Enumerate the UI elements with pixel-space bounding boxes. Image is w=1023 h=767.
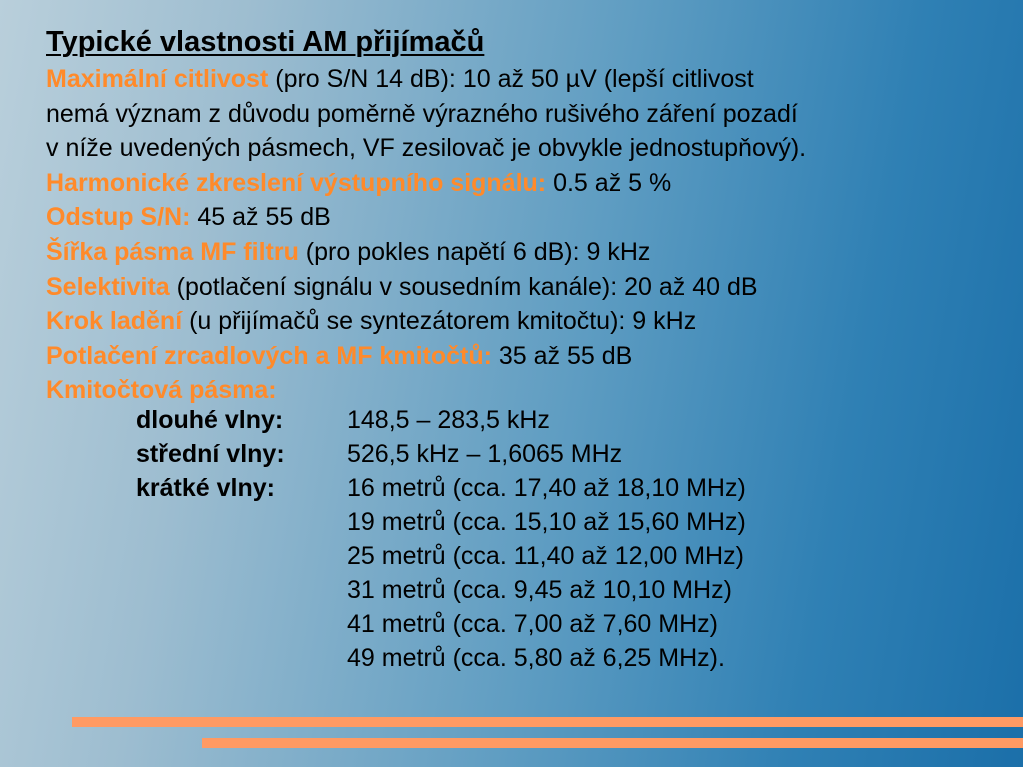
band-value: 25 metrů (cca. 11,40 až 12,00 MHz) [347,542,744,570]
property-label: Maximální citlivost [46,65,269,93]
property-label: Potlačení zrcadlových a MF kmitočtů: [46,341,492,370]
band-value: 148,5 – 283,5 kHz [347,406,550,434]
band-values [347,471,746,675]
property-line [46,62,1006,97]
frequency-bands-table [136,403,746,675]
property-label: Selektivita [46,272,170,301]
property-line [46,131,1006,166]
property-value: (u přijímačů se syntezátorem kmitočtu): 9 kHz [182,307,697,336]
property-value: 35 až 55 dB [491,341,633,370]
band-row [136,471,746,675]
band-values [347,403,550,437]
property-value: nemá význam z důvodu poměrně výrazného rušivého záření pozadí [46,99,798,128]
property-value: (pro S/N 14 dB): 10 až 50 µV (lepší citlivost [268,65,754,93]
property-line [46,270,1006,305]
band-value: 19 metrů (cca. 15,10 až 15,60 MHz) [347,508,746,536]
property-line [46,304,1006,339]
property-label: Krok ladění [46,307,183,336]
property-value: (pro pokles napětí 6 dB): 9 kHz [298,237,651,266]
property-label: Harmonické zkreslení výstupního signálu: [46,168,547,197]
property-label: Šířka pásma MF filtru [46,237,299,266]
slide-title: Typické vlastnosti AM přijímačů [46,26,485,58]
property-value: 0.5 až 5 % [546,168,672,197]
band-value: 526,5 kHz – 1,6065 MHz [347,440,623,468]
band-label: krátké vlny: [136,474,275,502]
properties-list [46,62,1006,408]
property-value: (potlačení signálu v sousedním kanále): 20 až 40 dB [169,272,758,301]
property-value: 45 až 55 dB [190,203,331,232]
band-label: střední vlny: [136,440,285,468]
band-values [347,437,622,471]
band-label: dlouhé vlny: [136,406,284,434]
band-value: 49 metrů (cca. 5,80 až 6,25 MHz). [347,644,725,672]
band-value: 16 metrů (cca. 17,40 až 18,10 MHz) [347,474,746,502]
property-label: Kmitočtová pásma: [46,376,277,405]
property-line [46,200,1006,235]
band-row [136,403,746,437]
band-value: 41 metrů (cca. 7,00 až 7,60 MHz) [347,610,718,638]
band-row [136,437,746,471]
property-line [46,235,1006,270]
property-line [46,166,1006,201]
property-line [46,339,1006,374]
slide-content [46,22,1006,408]
decorative-stripe-top [72,717,1023,727]
property-value: v níže uvedených pásmech, VF zesilovač je obvykle jednostupňový). [46,134,807,163]
property-label: Odstup S/N: [46,203,191,232]
property-line [46,97,1006,132]
band-value: 31 metrů (cca. 9,45 až 10,10 MHz) [347,576,732,604]
decorative-stripe-bottom [202,738,1023,748]
